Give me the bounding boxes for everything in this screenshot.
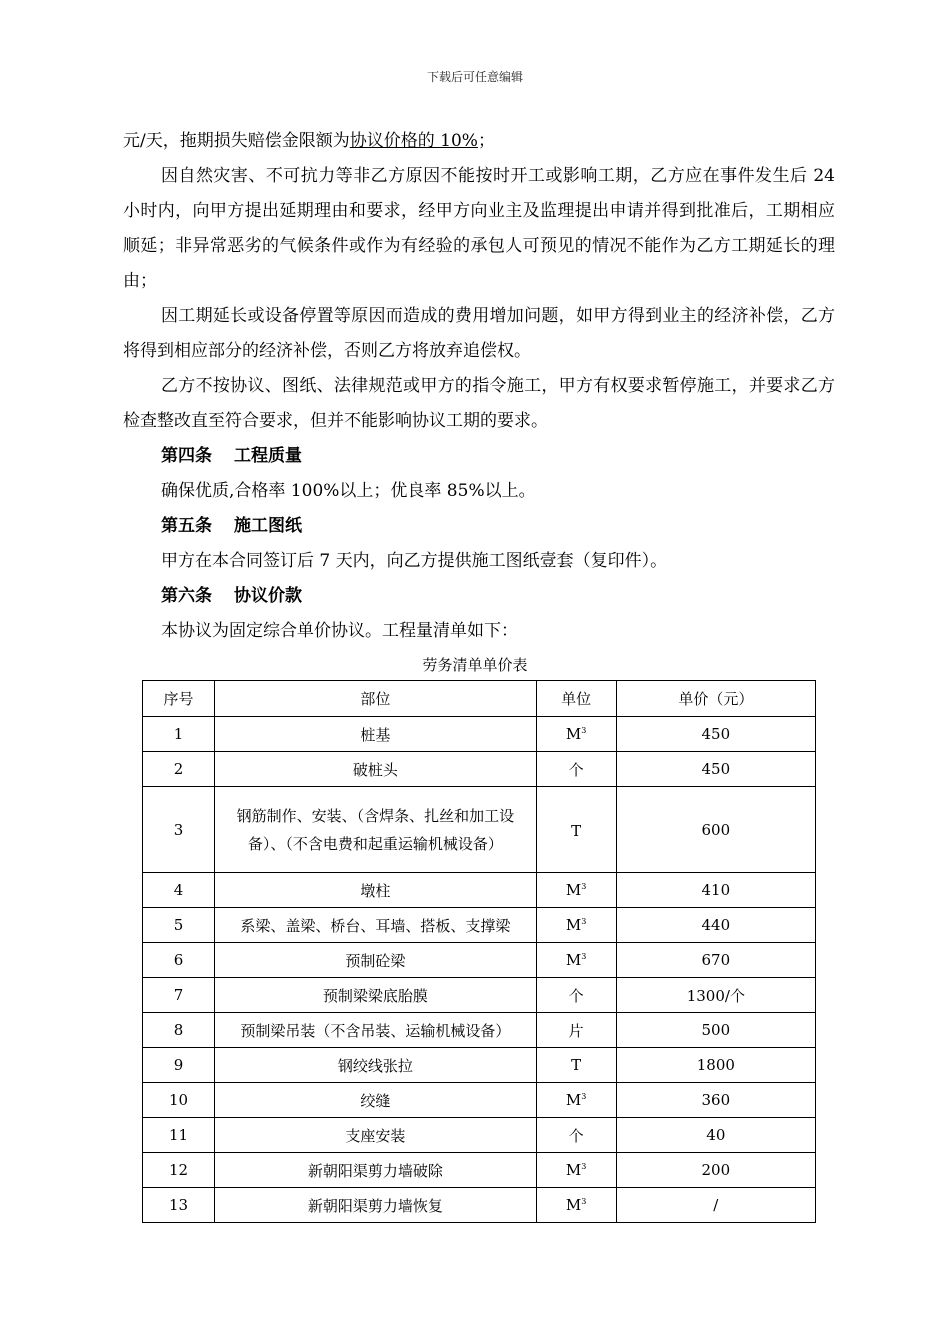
unit-superscript: 3 xyxy=(581,952,587,961)
cell-part: 支座安装 xyxy=(215,1118,536,1153)
paragraph-quality: 确保优质,合格率 100%以上；优良率 85%以上。 xyxy=(161,481,536,501)
cell-no: 6 xyxy=(143,943,215,978)
paragraph-delay-penalty xyxy=(123,124,835,159)
cell-price: 600 xyxy=(616,787,815,873)
cell-no: 3 xyxy=(143,787,215,873)
cell-price: 410 xyxy=(616,873,815,908)
unit-superscript: 3 xyxy=(581,726,587,735)
cell-no: 8 xyxy=(143,1013,215,1048)
paragraph-drawings: 甲方在本合同签订后 7 天内，向乙方提供施工图纸壹套（复印件）。 xyxy=(161,551,668,571)
cell-part: 预制梁梁底胎膜 xyxy=(215,978,536,1013)
unit-superscript: 3 xyxy=(581,1092,587,1101)
cell-no: 2 xyxy=(143,752,215,787)
cell-part: 新朝阳渠剪力墙破除 xyxy=(215,1153,536,1188)
cell-price: 200 xyxy=(616,1153,815,1188)
cell-part: 钢筋制作、安装、（含焊条、扎丝和加工设备）、（不含电费和起重运输机械设备） xyxy=(215,787,536,873)
article-number: 第五条 xyxy=(161,516,212,536)
article-4-heading xyxy=(123,439,835,474)
cell-part: 绞缝 xyxy=(215,1083,536,1118)
table-row xyxy=(143,943,816,978)
cell-part: 破桩头 xyxy=(215,752,536,787)
cell-unit xyxy=(536,943,616,978)
cell-part: 钢绞线张拉 xyxy=(215,1048,536,1083)
cell-unit xyxy=(536,787,616,873)
header-part: 部位 xyxy=(215,681,536,717)
text-span: ； xyxy=(477,131,495,151)
cell-no: 9 xyxy=(143,1048,215,1083)
unit-superscript: 3 xyxy=(581,882,587,891)
unit-text: M xyxy=(565,916,582,934)
unit-text: M xyxy=(565,1196,582,1214)
unit-text: 个 xyxy=(568,986,584,1005)
cell-price: 450 xyxy=(616,752,815,787)
header-no: 序号 xyxy=(143,681,215,717)
cell-no: 7 xyxy=(143,978,215,1013)
unit-text: M xyxy=(565,1091,582,1109)
unit-text: T xyxy=(571,822,582,840)
article-6-heading xyxy=(123,579,835,614)
table-row xyxy=(143,1013,816,1048)
text-span: 元/天，拖期损失赔偿金限额为 xyxy=(123,131,350,151)
unit-superscript: 3 xyxy=(581,1162,587,1171)
paragraph-price-intro: 本协议为固定综合单价协议。工程量清单如下： xyxy=(161,621,518,641)
unit-text: T xyxy=(571,1056,582,1074)
cell-unit xyxy=(536,908,616,943)
article-number: 第四条 xyxy=(161,446,212,466)
table-row xyxy=(143,1048,816,1083)
cell-no: 1 xyxy=(143,717,215,752)
document-body xyxy=(123,124,835,649)
cell-unit xyxy=(536,1153,616,1188)
table-row xyxy=(143,717,816,752)
article-5-heading xyxy=(123,509,835,544)
table-row xyxy=(143,1118,816,1153)
cell-price: 670 xyxy=(616,943,815,978)
cell-part: 系梁、盖梁、桥台、耳墙、搭板、支撑梁 xyxy=(215,908,536,943)
cell-unit xyxy=(536,873,616,908)
table-row xyxy=(143,1083,816,1118)
underlined-text: 协议价格的 10% xyxy=(349,131,478,151)
cell-price: 450 xyxy=(616,717,815,752)
cell-part: 桩基 xyxy=(215,717,536,752)
table-row xyxy=(143,1188,816,1223)
table-row xyxy=(143,873,816,908)
table-row xyxy=(143,787,816,873)
cell-price: 500 xyxy=(616,1013,815,1048)
table-caption: 劳务清单单价表 xyxy=(422,656,528,674)
cell-no: 11 xyxy=(143,1118,215,1153)
header-price: 单价（元） xyxy=(616,681,815,717)
cell-part: 预制砼梁 xyxy=(215,943,536,978)
header-unit: 单位 xyxy=(536,681,616,717)
article-title: 工程质量 xyxy=(234,446,302,466)
cell-unit xyxy=(536,717,616,752)
cell-price: 440 xyxy=(616,908,815,943)
unit-text: M xyxy=(565,1161,582,1179)
unit-text: 片 xyxy=(568,1021,584,1040)
cell-part: 预制梁吊装（不含吊装、运输机械设备） xyxy=(215,1013,536,1048)
table-row xyxy=(143,1153,816,1188)
cell-part: 墩柱 xyxy=(215,873,536,908)
cell-unit xyxy=(536,1188,616,1223)
cell-price: 360 xyxy=(616,1083,815,1118)
unit-text: M xyxy=(565,951,582,969)
cell-part: 新朝阳渠剪力墙恢复 xyxy=(215,1188,536,1223)
unit-text: M xyxy=(565,725,582,743)
table-row xyxy=(143,908,816,943)
unit-superscript: 3 xyxy=(581,917,587,926)
cell-unit xyxy=(536,1013,616,1048)
cell-no: 5 xyxy=(143,908,215,943)
unit-text: M xyxy=(565,881,582,899)
cell-no: 4 xyxy=(143,873,215,908)
page-header: 下载后可任意编辑 xyxy=(426,70,523,84)
cell-unit xyxy=(536,1083,616,1118)
paragraph-force-majeure: 因自然灾害、不可抗力等非乙方原因不能按时开工或影响工期，乙方应在事件发生后 24 小时内，向甲方提出延期理由和要求，经甲方向业主及监理提出申请并得到批准后，工期相应顺延；非异常恶劣的气候条件或作为有经验的承包人可预见的情况不能作为乙方工期延长的理由； xyxy=(123,166,835,291)
cell-price: 1800 xyxy=(616,1048,815,1083)
article-number: 第六条 xyxy=(161,586,212,606)
cell-unit xyxy=(536,1048,616,1083)
cell-price: 1300/个 xyxy=(616,978,815,1013)
cell-no: 13 xyxy=(143,1188,215,1223)
cell-no: 12 xyxy=(143,1153,215,1188)
table-row xyxy=(143,752,816,787)
unit-superscript: 3 xyxy=(581,1197,587,1206)
article-title: 协议价款 xyxy=(234,586,302,606)
cell-unit xyxy=(536,1118,616,1153)
cell-price: 40 xyxy=(616,1118,815,1153)
cell-no: 10 xyxy=(143,1083,215,1118)
cell-price: / xyxy=(616,1188,815,1223)
article-title: 施工图纸 xyxy=(234,516,302,536)
table-row xyxy=(143,978,816,1013)
cell-unit xyxy=(536,752,616,787)
cell-unit xyxy=(536,978,616,1013)
paragraph-suspension: 乙方不按协议、图纸、法律规范或甲方的指令施工，甲方有权要求暂停施工，并要求乙方检查整改直至符合要求，但并不能影响协议工期的要求。 xyxy=(123,376,835,431)
paragraph-cost-increase: 因工期延长或设备停置等原因而造成的费用增加问题，如甲方得到业主的经济补偿，乙方将得到相应部分的经济补偿，否则乙方将放弃追偿权。 xyxy=(123,306,835,361)
unit-text: 个 xyxy=(568,1126,584,1145)
table-header-row xyxy=(143,681,816,717)
price-table xyxy=(142,680,816,1223)
unit-text: 个 xyxy=(568,760,584,779)
